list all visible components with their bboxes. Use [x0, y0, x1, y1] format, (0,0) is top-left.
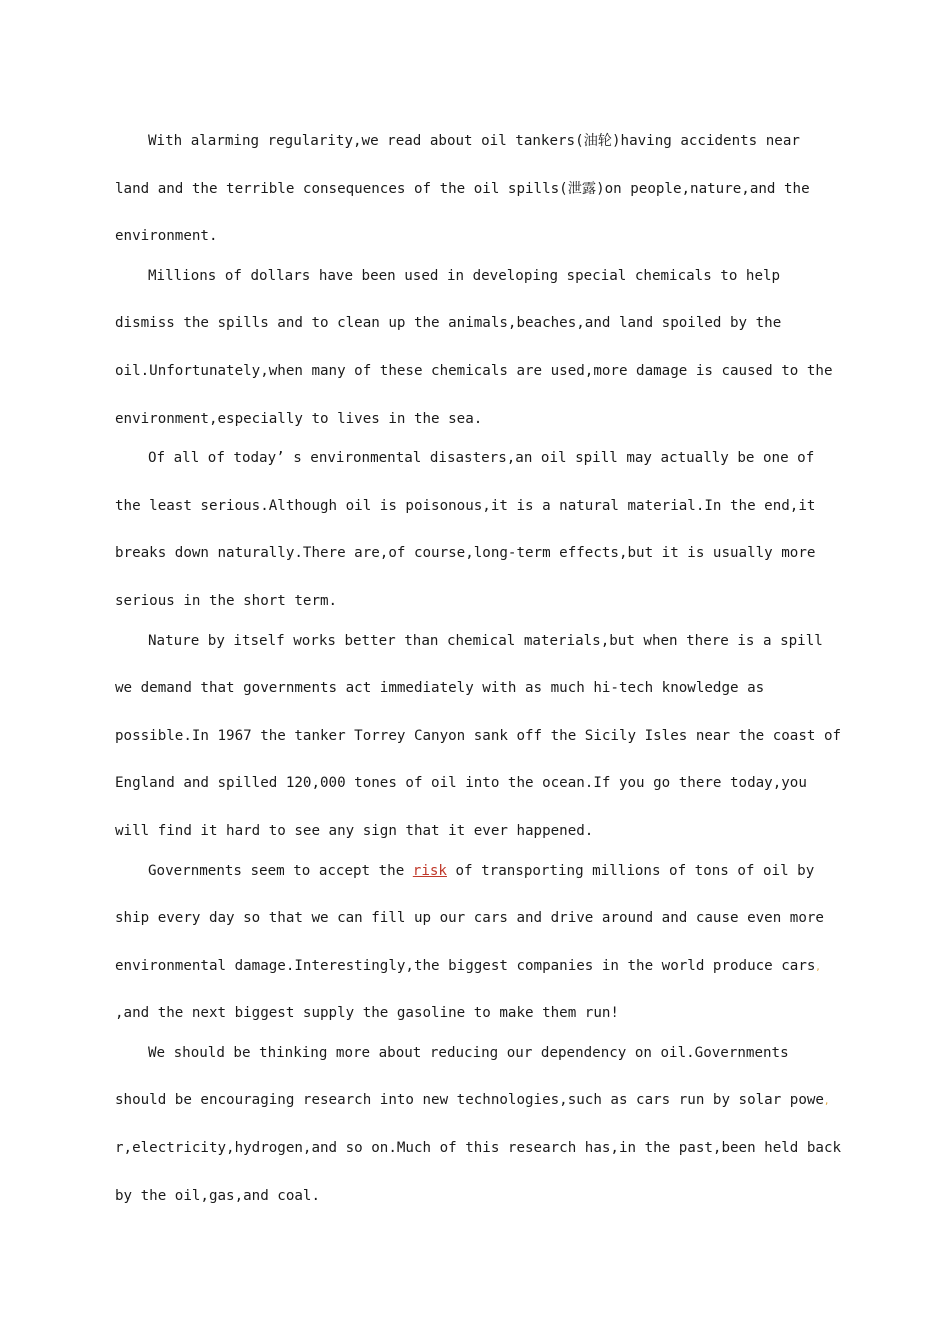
text-line: oil.Unfortunately,when many of these chemicals are used,more damage is caused to the [115, 362, 833, 379]
text-line: ship every day so that we can fill up our cars and drive around and cause even more [115, 910, 824, 927]
text-line: possible.In 1967 the tanker Torrey Canyon sank off the Sicily Isles near the coast of [115, 727, 842, 744]
text-line: environmental damage.Interestingly,the biggest companies in the world produce cars, [115, 957, 821, 974]
text-line: environment,especially to lives in the sea. [115, 410, 483, 427]
text-line: land and the terrible consequences of the oil spills(泄露)on people,nature,and the [115, 180, 810, 197]
paragraph-6 [115, 1030, 855, 1220]
text-line: serious in the short term. [115, 592, 338, 609]
text-line: will find it hard to see any sign that it ever happened. [115, 822, 594, 839]
paragraph-4 [115, 618, 855, 856]
text-line: We should be thinking more about reducing our dependency on oil.Governments [148, 1044, 789, 1061]
risk-link[interactable]: risk [412, 862, 447, 879]
text-line: the least serious.Although oil is poisonous,it is a natural material.In the end,it [115, 497, 816, 514]
text-line: ,and the next biggest supply the gasoline to make them run! [115, 1005, 619, 1022]
paragraph-3 [115, 435, 855, 625]
text-line: Nature by itself works better than chemical materials,but when there is a spill [148, 632, 823, 649]
text-line: r,electricity,hydrogen,and so on.Much of this research has,in the past,been held back [115, 1140, 842, 1157]
text-line: Governments seem to accept the risk of transporting millions of tons of oil by [148, 862, 815, 879]
text-line: by the oil,gas,and coal. [115, 1187, 320, 1204]
paragraph-5 [115, 848, 855, 1038]
comment-mark-icon: , [815, 962, 821, 973]
text-line: Of all of today’ s environmental disasters,an oil spill may actually be one of [148, 450, 815, 467]
comment-mark-icon: , [823, 1097, 830, 1108]
text-line: With alarming regularity,we read about oil tankers(油轮)having accidents near [148, 133, 800, 149]
text-line: dismiss the spills and to clean up the animals,beaches,and land spoiled by the [115, 315, 782, 332]
text-line: England and spilled 120,000 tones of oil into the ocean.If you go there today,you [115, 775, 807, 792]
text-line: environment. [115, 228, 218, 245]
text-line: Millions of dollars have been used in developing special chemicals to help [148, 267, 781, 284]
text-line: breaks down naturally.There are,of course,long-term effects,but it is usually more [115, 545, 816, 562]
text-line: should be encouraging research into new technologies,such as cars run by solar powe, [115, 1092, 830, 1109]
paragraph-2 [115, 253, 855, 443]
text-line: we demand that governments act immediately with as much hi-tech knowledge as [115, 680, 765, 697]
article-body [115, 118, 855, 1220]
paragraph-1 [115, 118, 855, 261]
